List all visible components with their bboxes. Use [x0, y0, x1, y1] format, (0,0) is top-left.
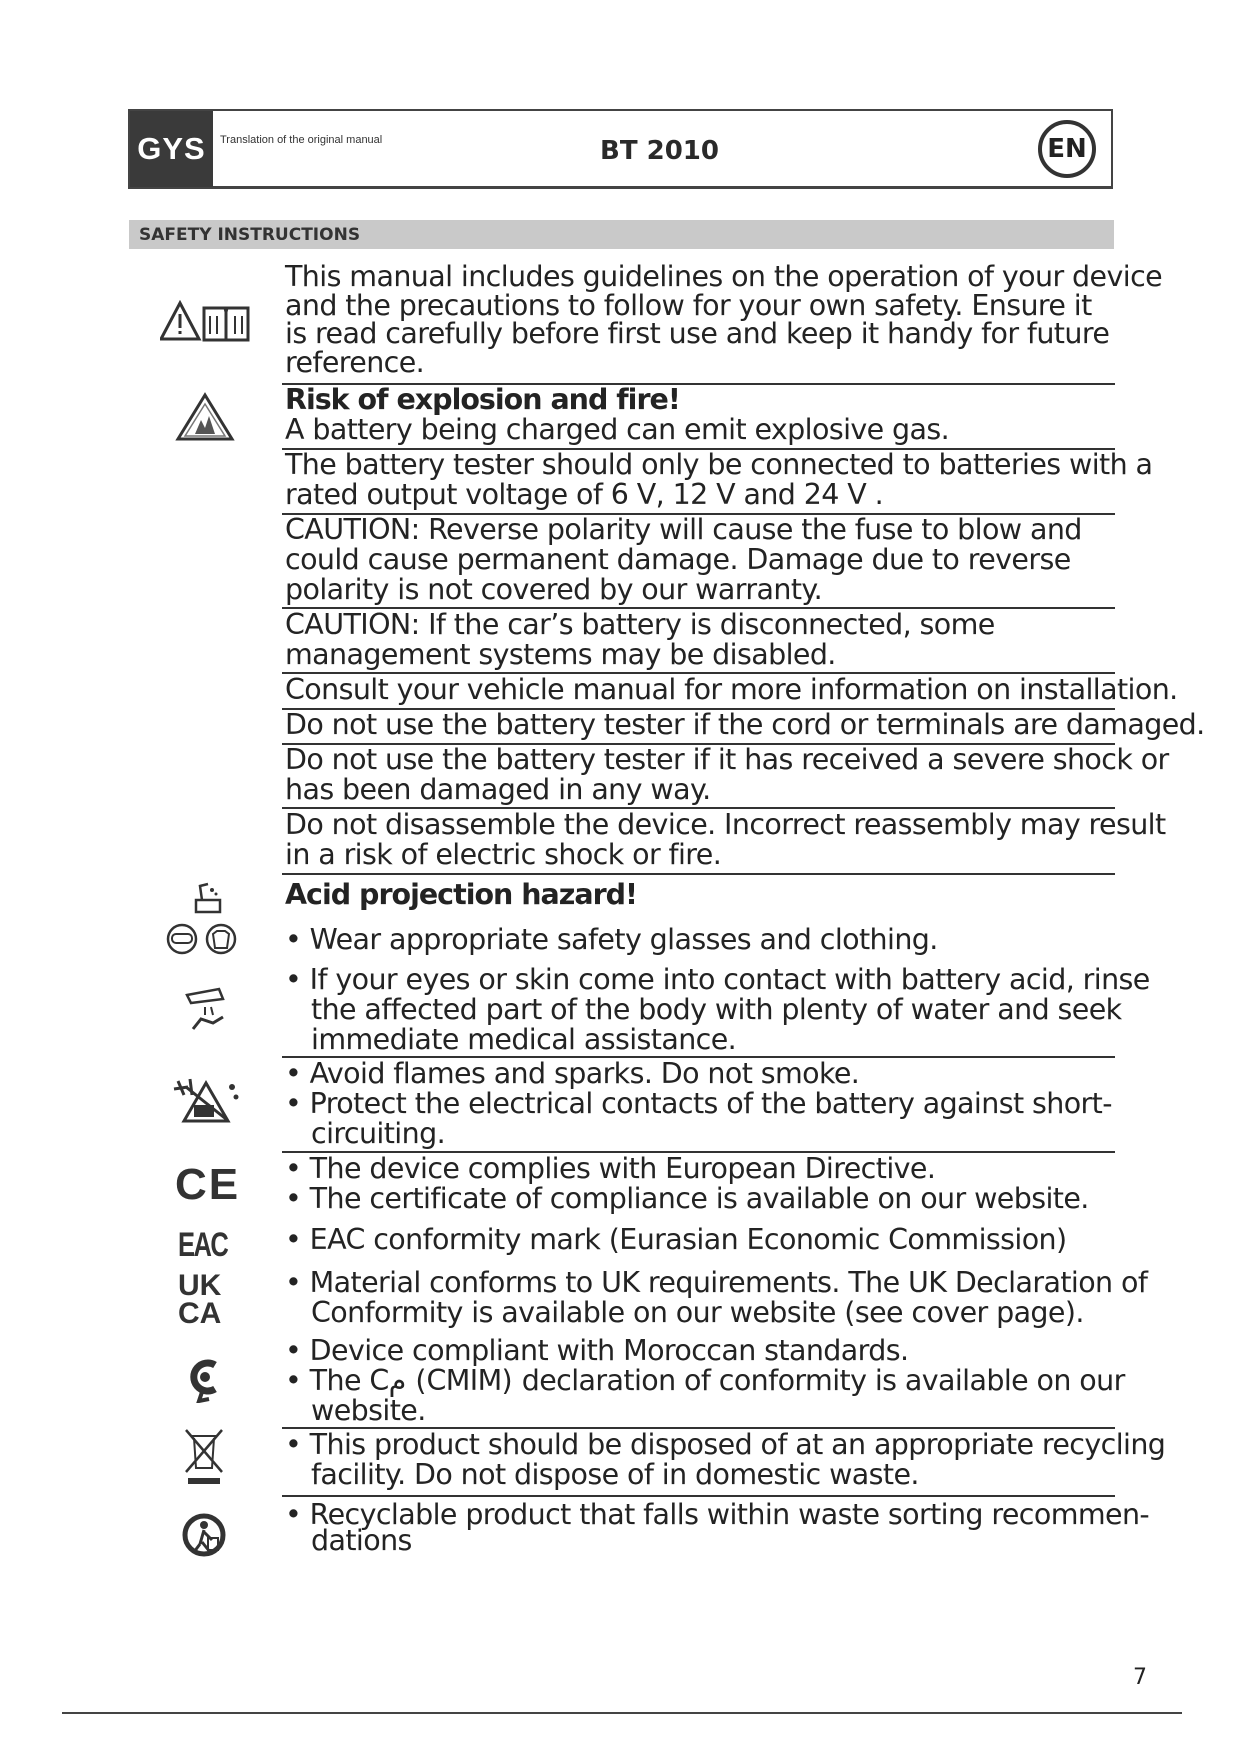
intro-line-3: is read carefully before first use and keep it handy for future	[285, 317, 1110, 350]
footer-divider	[62, 1712, 1182, 1714]
language-badge: EN	[1038, 120, 1096, 178]
ukca-block	[285, 1268, 1147, 1328]
cord-text: Do not use the battery tester if the cord or terminals are damaged.	[285, 708, 1205, 741]
polarity-line-2: could cause permanent damage. Damage due to reverse	[285, 543, 1071, 576]
voltage-text	[285, 450, 1152, 510]
explosion-heading: Risk of explosion and fire!	[285, 383, 680, 416]
voltage-line-1: The battery tester should only be connected to batteries with a	[285, 448, 1153, 481]
intro-text	[285, 262, 1162, 378]
rinse-water-icon	[183, 985, 233, 1033]
cmim-bullet-2-line-1: • The Cم (CMIM) declaration of conformity is available on our	[285, 1364, 1125, 1397]
polarity-line-3: polarity is not covered by our warranty.	[285, 573, 823, 606]
recycling-sorting-icon	[180, 1512, 228, 1558]
explosion-text: A battery being charged can emit explosive gas.	[285, 413, 950, 446]
acid-bullet-2-line-2: the affected part of the body with plenty of water and seek	[311, 993, 1122, 1026]
recycle-bullet-line-1: • Recyclable product that falls within waste sorting recommen-	[285, 1498, 1150, 1531]
acid-bullet-2-line-3: immediate medical assistance.	[311, 1023, 737, 1056]
ce-bullet-1: • The device complies with European Directive.	[285, 1152, 936, 1185]
acid-splash-icon	[188, 880, 226, 914]
acid-bullet-2	[285, 965, 1150, 1055]
eac-mark-icon: EAC	[178, 1226, 228, 1264]
disassemble-line-2: in a risk of electric shock or fire.	[285, 838, 722, 871]
ukca-bullet-line-2: Conformity is available on our website (see cover page).	[311, 1296, 1084, 1329]
recycle-block	[285, 1498, 1150, 1557]
explosion-block	[285, 385, 949, 445]
flames-block	[285, 1059, 1112, 1149]
flames-bullet-2-line-2: circuiting.	[311, 1117, 446, 1150]
consult-text: Consult your vehicle manual for more information on installation.	[285, 673, 1178, 706]
intro-line-2: and the precautions to follow for your own safety. Ensure it	[285, 289, 1092, 322]
divider	[282, 1495, 1115, 1497]
model-title: BT 2010	[600, 136, 719, 166]
page-number: 7	[1133, 1665, 1147, 1690]
disconnect-text	[285, 610, 995, 670]
acid-heading: Acid projection hazard!	[285, 878, 638, 911]
acid-block	[285, 880, 637, 910]
shock-line-1: Do not use the battery tester if it has received a severe shock or	[285, 743, 1169, 776]
weee-bullet-line-1: • This product should be disposed of at an appropriate recycling	[285, 1428, 1166, 1461]
ce-mark-icon: CE	[175, 1160, 241, 1209]
weee-block	[285, 1430, 1165, 1490]
recycle-bullet-line-2: dations	[311, 1524, 412, 1557]
weee-bullet-line-2: facility. Do not dispose of in domestic waste.	[311, 1458, 919, 1491]
flames-bullet-2-line-1: • Protect the electrical contacts of the battery against short-	[285, 1087, 1112, 1120]
gys-logo: GYS	[130, 111, 213, 187]
cmim-bullet-1: • Device compliant with Moroccan standards.	[285, 1334, 909, 1367]
acid-bullet-1: • Wear appropriate safety glasses and clothing.	[285, 923, 938, 956]
flames-bullet-1: • Avoid flames and sparks. Do not smoke.	[285, 1057, 860, 1090]
goggles-clothing-icon	[165, 922, 241, 956]
polarity-text	[285, 515, 1082, 605]
ukca-mark-icon	[178, 1269, 222, 1330]
ukca-bullet-line-1: • Material conforms to UK requirements. The UK Declaration of	[285, 1266, 1148, 1299]
intro-line-1: This manual includes guidelines on the operation of your device	[285, 260, 1163, 293]
eac-bullet: • EAC conformity mark (Eurasian Economic Commission)	[285, 1223, 1067, 1256]
cmim-block	[285, 1336, 1125, 1426]
header-subtitle: Translation of the original manual	[220, 134, 383, 146]
disassemble-text	[285, 810, 1166, 870]
voltage-line-2: rated output voltage of 6 V, 12 V and 24 V .	[285, 478, 884, 511]
weee-bin-icon	[184, 1428, 224, 1486]
section-bar	[129, 220, 1114, 249]
section-title: SAFETY INSTRUCTIONS	[139, 225, 361, 245]
intro-line-4: reference.	[285, 346, 425, 379]
ukca-line-2: CA	[178, 1297, 222, 1330]
no-flames-icon	[170, 1075, 240, 1125]
cmim-bullet-2-line-2: website.	[311, 1394, 426, 1427]
ce-bullet-2: • The certificate of compliance is available on our website.	[285, 1182, 1089, 1215]
ce-block	[285, 1154, 1089, 1214]
explosion-warning-icon	[175, 392, 235, 442]
ukca-line-1: UK	[178, 1269, 222, 1302]
shock-line-2: has been damaged in any way.	[285, 773, 711, 806]
disconnect-line-2: management systems may be disabled.	[285, 638, 836, 671]
page-header	[128, 109, 1113, 189]
cmim-mark-icon	[183, 1355, 227, 1403]
polarity-line-1: CAUTION: Reverse polarity will cause the fuse to blow and	[285, 513, 1082, 546]
acid-bullet-2-line-1: • If your eyes or skin come into contact with battery acid, rinse	[285, 963, 1150, 996]
warning-manual-icon	[160, 300, 250, 344]
shock-text	[285, 745, 1169, 805]
disconnect-line-1: CAUTION: If the car’s battery is disconnected, some	[285, 608, 995, 641]
divider	[282, 873, 1115, 875]
disassemble-line-1: Do not disassemble the device. Incorrect reassembly may result	[285, 808, 1166, 841]
